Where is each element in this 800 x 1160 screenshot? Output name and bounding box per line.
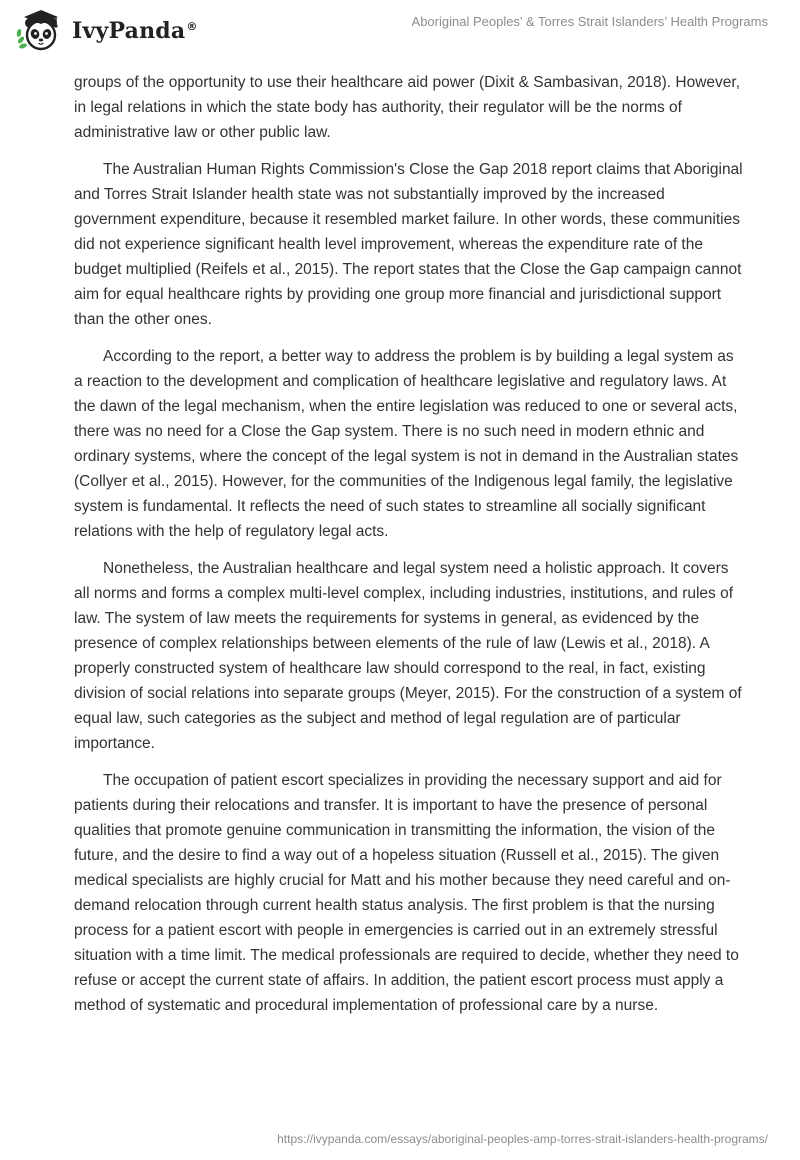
source-url-link[interactable]: https://ivypanda.com/essays/aboriginal-peoples-amp-torres-strait-islanders-health-programs/ bbox=[277, 1132, 768, 1146]
paragraph: The occupation of patient escort specializes in providing the necessary support and aid for patients during their relocations and transfer. It is important to have the presence of personal qualities that promote genuine communication in transmitting the information, the vision of the future, and the desire to find a way out of a hopeless situation (Russell et al., 2015). The given medical specialists are highly crucial for Matt and his mother because they need careful and on-demand relocation through current health status analysis. The first problem is that the nursing process for a patient escort with people in emergencies is carried out in an extremely stressful situation with a time limit. The medical professionals are required to decide, whether they need to refuse or accept the current state of affairs. In addition, the patient escort process must apply a method of systematic and procedural implementation of professional care by a nurse. bbox=[74, 772, 739, 1014]
ivypanda-logo[interactable] bbox=[14, 8, 198, 54]
brand-name: IvyPanda® bbox=[72, 18, 198, 44]
panda-graduate-icon bbox=[14, 8, 66, 54]
essay-body bbox=[74, 70, 744, 1030]
paragraph: Nonetheless, the Australian healthcare and legal system need a holistic approach. It covers all norms and forms a complex multi-level complex, including industries, institutions, and rules of law. The system of law meets the requirements for systems in general, as evidenced by the presence of complex relationships between elements of the rule of law (Lewis et al., 2018). A properly constructed system of healthcare law should correspond to the real, in fact, existing division of social relations into separate groups (Meyer, 2015). For the construction of a system of equal law, such categories as the subject and method of legal regulation are of particular importance. bbox=[74, 560, 742, 752]
paragraph: The Australian Human Rights Commission's Close the Gap 2018 report claims that Aboriginal and Torres Strait Islander health state was not substantially improved by the increased government expenditure, because it resembled market failure. In other words, these communities did not experience significant health level improvement, whereas the expenditure rate of the budget multiplied (Reifels et al., 2015). The report states that the Close the Gap campaign cannot aim for equal healthcare rights by providing one group more financial and jurisdictional support than the other ones. bbox=[74, 161, 743, 328]
paragraph: groups of the opportunity to use their healthcare aid power (Dixit & Sambasivan, 2018). However, in legal relations in which the state body has authority, their regulator will be the norms of administrative law or other public law. bbox=[74, 74, 741, 141]
registered-mark: ® bbox=[186, 19, 198, 33]
paragraph: According to the report, a better way to address the problem is by building a legal system as a reaction to the development and complication of healthcare legislative and regulatory laws. At the dawn of the legal mechanism, when the entire legislation was reduced to one or several acts, there was no need for a Close the Gap system. There is no such need in modern ethnic and ordinary systems, where the concept of the legal system is not in demand in the Australian states (Collyer et al., 2015). However, for the communities of the Indigenous legal family, the legislative system is fundamental. It reflects the need of such states to streamline all socially significant relations with the help of regulatory legal acts. bbox=[74, 348, 739, 540]
running-title: Aboriginal Peoples’ & Torres Strait Islanders’ Health Programs bbox=[411, 14, 768, 29]
page-header bbox=[0, 0, 800, 62]
